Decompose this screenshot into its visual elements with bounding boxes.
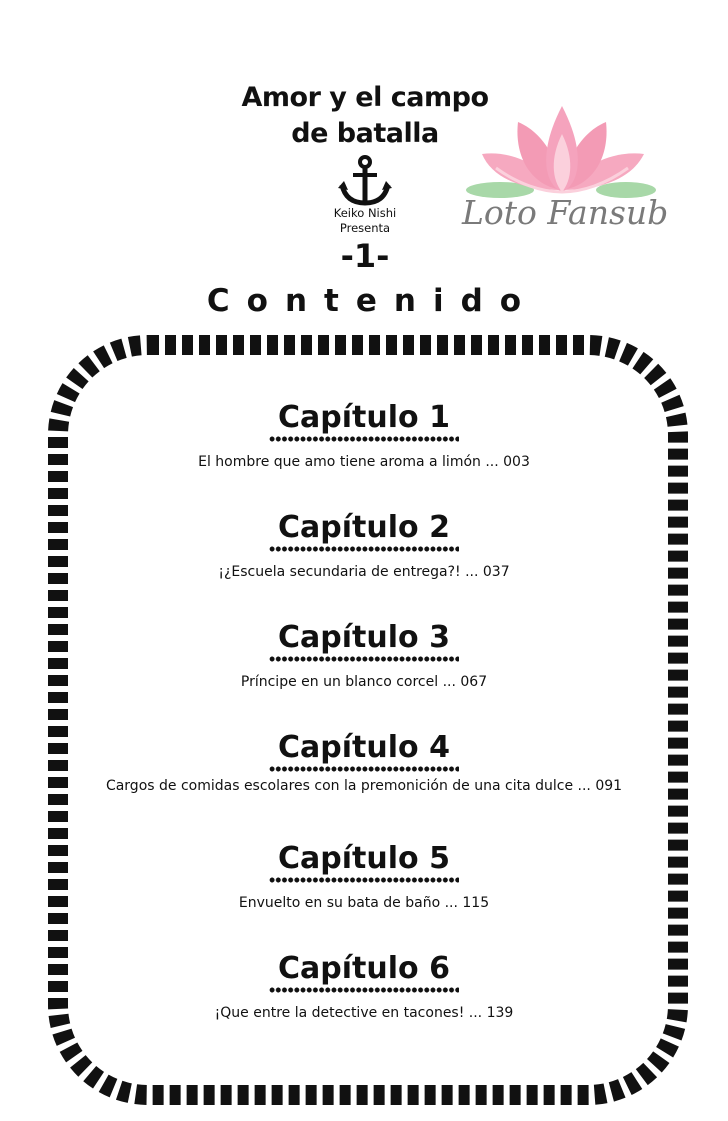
dotted-divider	[269, 766, 459, 772]
chapter-title: Capítulo 2	[278, 510, 450, 545]
chapter-title: Capítulo 4	[278, 730, 450, 765]
chapter-3	[0, 620, 728, 690]
dotted-divider	[269, 877, 459, 883]
logo-text: Loto Fansub	[462, 193, 669, 232]
chapter-title: Capítulo 6	[278, 951, 450, 986]
author-name: Keiko Nishi	[333, 206, 397, 220]
chapter-title: Capítulo 1	[278, 400, 450, 435]
volume-number: -1-	[340, 237, 390, 275]
dotted-divider	[269, 546, 459, 552]
chapter-subtitle: Cargos de comidas escolares con la premonición de una cita dulce ... 091	[105, 778, 623, 794]
chapter-subtitle: ¡Que entre la detective en tacones! ... 139	[214, 1005, 514, 1021]
dotted-divider	[269, 436, 459, 442]
chapter-subtitle: ¡¿Escuela secundaria de entrega?! ... 037	[218, 564, 510, 580]
chapter-subtitle: Envuelto en su bata de baño ... 115	[238, 895, 490, 911]
chapter-1	[0, 400, 728, 470]
chapter-subtitle: Príncipe en un blanco corcel ... 067	[240, 674, 488, 690]
chapter-title: Capítulo 3	[278, 620, 450, 655]
book-title-line-1: Amor y el campo	[241, 82, 489, 113]
dotted-divider	[269, 987, 459, 993]
presents-label: Presenta	[339, 221, 391, 235]
contents-heading: Contenido	[206, 283, 539, 319]
chapter-6	[0, 951, 728, 1021]
dotted-divider	[269, 656, 459, 662]
book-title-line-2: de batalla	[291, 118, 439, 149]
chapter-title: Capítulo 5	[278, 841, 450, 876]
chapter-subtitle: El hombre que amo tiene aroma a limón ... 003	[198, 454, 530, 470]
chapter-2	[0, 510, 728, 580]
chapter-5	[0, 841, 728, 911]
chapter-4	[0, 730, 728, 794]
